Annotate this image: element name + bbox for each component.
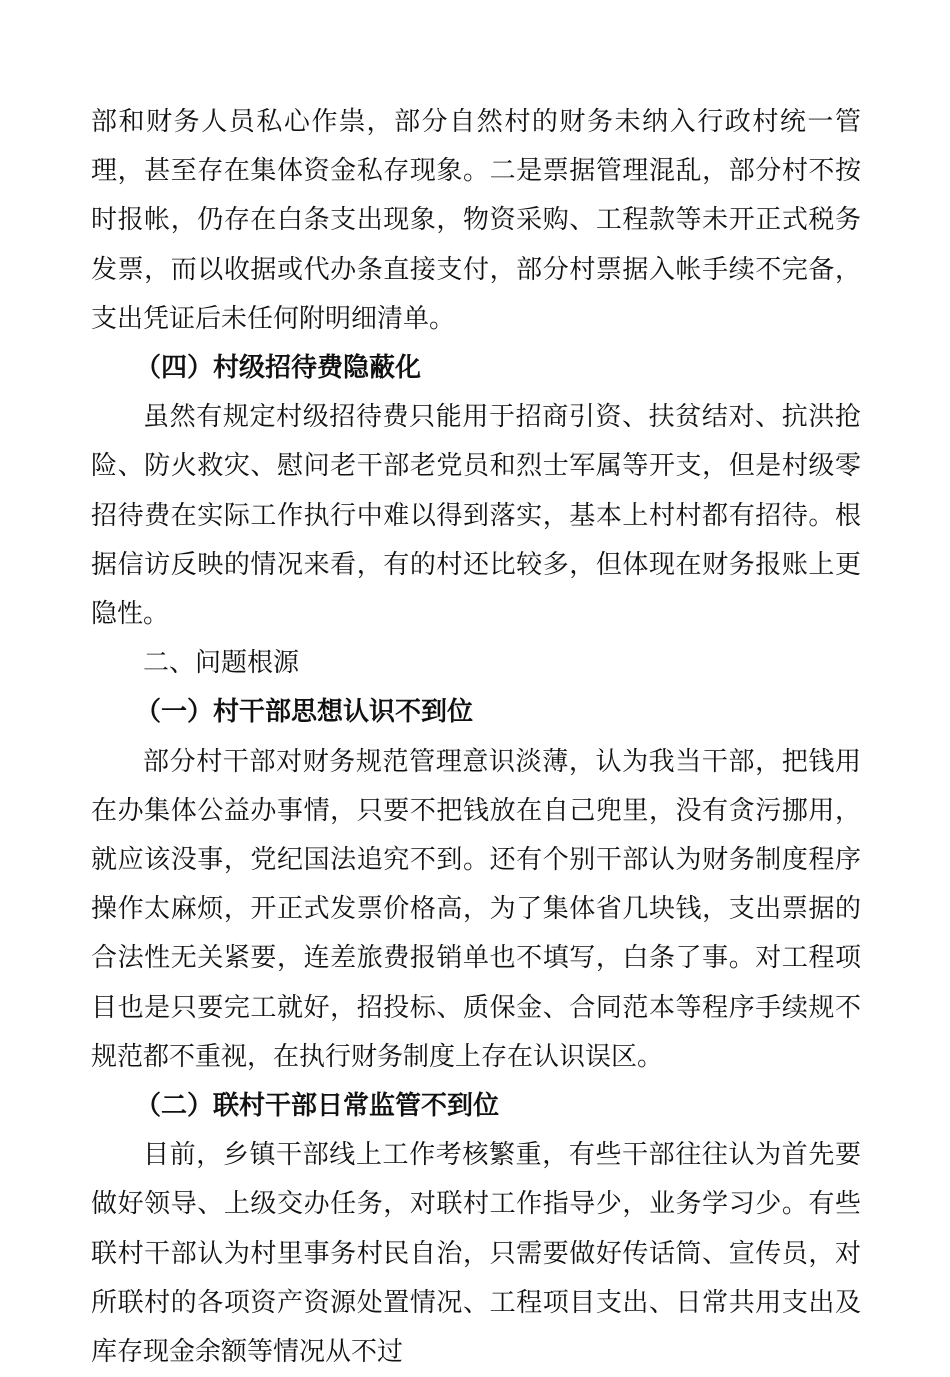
section-heading-root-causes: 二、问题根源 [143, 648, 300, 679]
paragraph-continuation: 部和财务人员私心作祟，部分自然村的财务未纳入行政村统一管理，甚至存在集体资金私存现象。二是票据管理混乱，部分村不按时报帐，仍存在白条支出现象，物资采购、工程款等未开正式税务发票，而以收据或代办条直接支付，部分村票据入帐手续不完备，支出凭证后未任何附明细清单。 [91, 107, 861, 334]
subheading-hospitality-expenses: （四）村级招待费隐蔽化 [135, 353, 422, 384]
paragraph-hospitality-expenses: 虽然有规定村级招待费只能用于招商引资、扶贫结对、抗洪抢险、防火救灾、慰问老干部老党员和烈士军属等开支，但是村级零招待费在实际工作执行中难以得到落实，基本上村村都有招待。根据信访反映的情况来看，有的村还比较多，但体现在财务报账上更隐性。 [91, 402, 861, 630]
subheading-supervision: （二）联村干部日常监管不到位 [135, 1091, 500, 1122]
subheading-cadre-awareness: （一）村干部思想认识不到位 [135, 697, 474, 728]
document-body [91, 98, 861, 1377]
paragraph-cadre-awareness: 部分村干部对财务规范管理意识淡薄，认为我当干部，把钱用在办集体公益办事情，只要不把钱放在自己兜里，没有贪污挪用，就应该没事，党纪国法追究不到。还有个别干部认为财务制度程序操作太麻烦，开正式发票价格高，为了集体省几块钱，支出票据的合法性无关紧要，连差旅费报销单也不填写，白条了事。对工程项目也是只要完工就好，招投标、质保金、合同范本等程序手续规不规范都不重视，在执行财务制度上存在认识误区。 [91, 746, 861, 1072]
paragraph-supervision: 目前，乡镇干部线上工作考核繁重，有些干部往往认为首先要做好领导、上级交办任务，对联村工作指导少，业务学习少。有些联村干部认为村里事务村民自治，只需要做好传话筒、宣传员，对所联村的各项资产资源处置情况、工程项目支出、日常共用支出及库存现金余额等情况从不过 [91, 1140, 861, 1368]
